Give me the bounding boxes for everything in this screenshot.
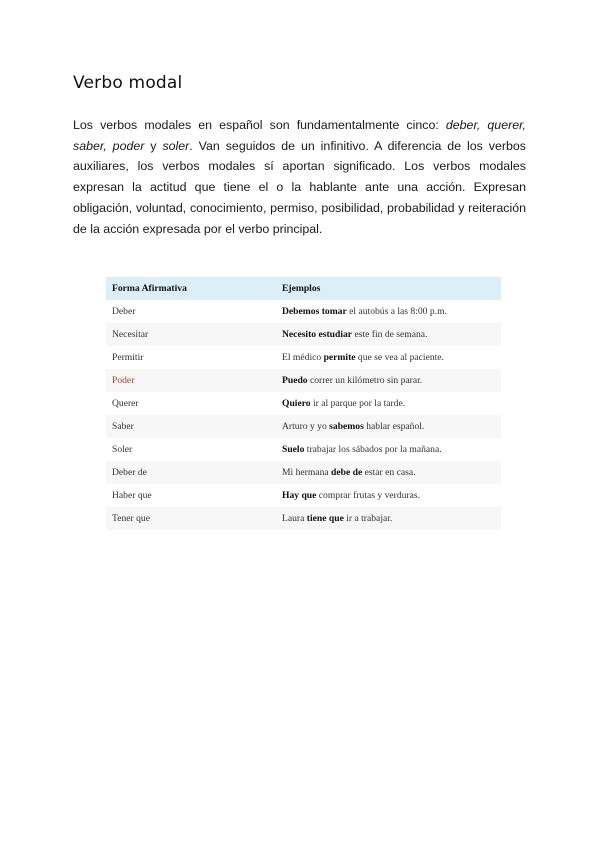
header-ejemplos: Ejemplos [278,277,501,300]
verb-form-cell: Soler [106,438,278,461]
verb-form-cell: Permitir [106,346,278,369]
example-cell [278,507,501,530]
example-text-post: que se vea al paciente. [355,352,444,363]
example-modal-phrase: sabemos [329,421,364,432]
example-cell [278,346,501,369]
example-modal-phrase: Hay que [282,490,317,501]
example-modal-phrase: Necesito estudiar [282,329,353,340]
table-row [106,461,501,484]
table-row [106,484,501,507]
example-text-post: este fin de semana. [352,329,428,340]
example-text-post: ir al parque por la tarde. [310,398,406,409]
example-text-post: ir a trabajar. [343,513,393,524]
verb-form-cell: Saber [106,415,278,438]
example-text-pre: Arturo y yo [282,421,330,432]
modal-verbs-list: deber, querer, saber, poder [73,118,526,153]
table-row [106,369,501,392]
example-modal-phrase: Debemos tomar [282,306,347,317]
example-text-pre: Mi hermana [282,467,332,478]
verb-form-cell: Deber de [106,461,278,484]
example-text-post: trabajar los sábados por la mañana. [304,444,442,455]
table-body [106,300,501,530]
example-modal-phrase: Suelo [282,444,305,455]
modal-verb-soler: soler [162,138,190,153]
modal-verbs-table [106,277,501,530]
example-modal-phrase: permite [323,352,356,363]
intro-text-start: Los verbos modales en español son fundamentalmente cinco: [73,118,446,132]
example-cell [278,415,501,438]
table-row [106,415,501,438]
intro-paragraph [73,115,526,239]
example-modal-phrase: Quiero [282,398,311,409]
example-modal-phrase: Puedo [282,375,308,386]
example-text-post: comprar frutas y verduras. [316,490,421,501]
page-title: Verbo modal [73,73,183,93]
example-cell [278,300,501,323]
example-cell [278,461,501,484]
example-text-pre: Laura [282,513,307,524]
table-row [106,300,501,323]
example-cell [278,438,501,461]
table-row [106,392,501,415]
table-row [106,323,501,346]
example-text-pre: El médico [282,352,324,363]
verb-form-cell: Tener que [106,507,278,530]
example-cell [278,392,501,415]
verb-form-cell: Querer [106,392,278,415]
example-modal-phrase: debe de [331,467,363,478]
example-text-post: estar en casa. [362,467,416,478]
verb-form-cell[interactable]: Poder [106,369,278,392]
table-row [106,507,501,530]
header-forma-afirmativa: Forma Afirmativa [106,277,278,300]
table-row [106,438,501,461]
table-row [106,346,501,369]
example-cell [278,369,501,392]
example-text-post: correr un kilómetro sin parar. [307,375,423,386]
example-text-post: el autobús a las 8:00 p.m. [346,306,447,317]
intro-and: y [144,138,163,153]
verb-form-cell: Haber que [106,484,278,507]
example-cell [278,484,501,507]
example-cell [278,323,501,346]
intro-text-rest: . Van seguidos de un infinitivo. A diferencia de los verbos auxiliares, los verbos modales sí aportan significado. Los verbos modales expresan la actitud que tiene el o la hablante ante una acción. Expresan obligación, voluntad, conocimiento, permiso, posibilidad, probabilidad y reiteración de la acción expresada por el verbo principal. [73,138,526,236]
verb-form-cell: Deber [106,300,278,323]
table-header-row [106,277,501,300]
example-modal-phrase: tiene que [306,513,344,524]
example-text-post: hablar español. [363,421,425,432]
verb-form-cell: Necesitar [106,323,278,346]
